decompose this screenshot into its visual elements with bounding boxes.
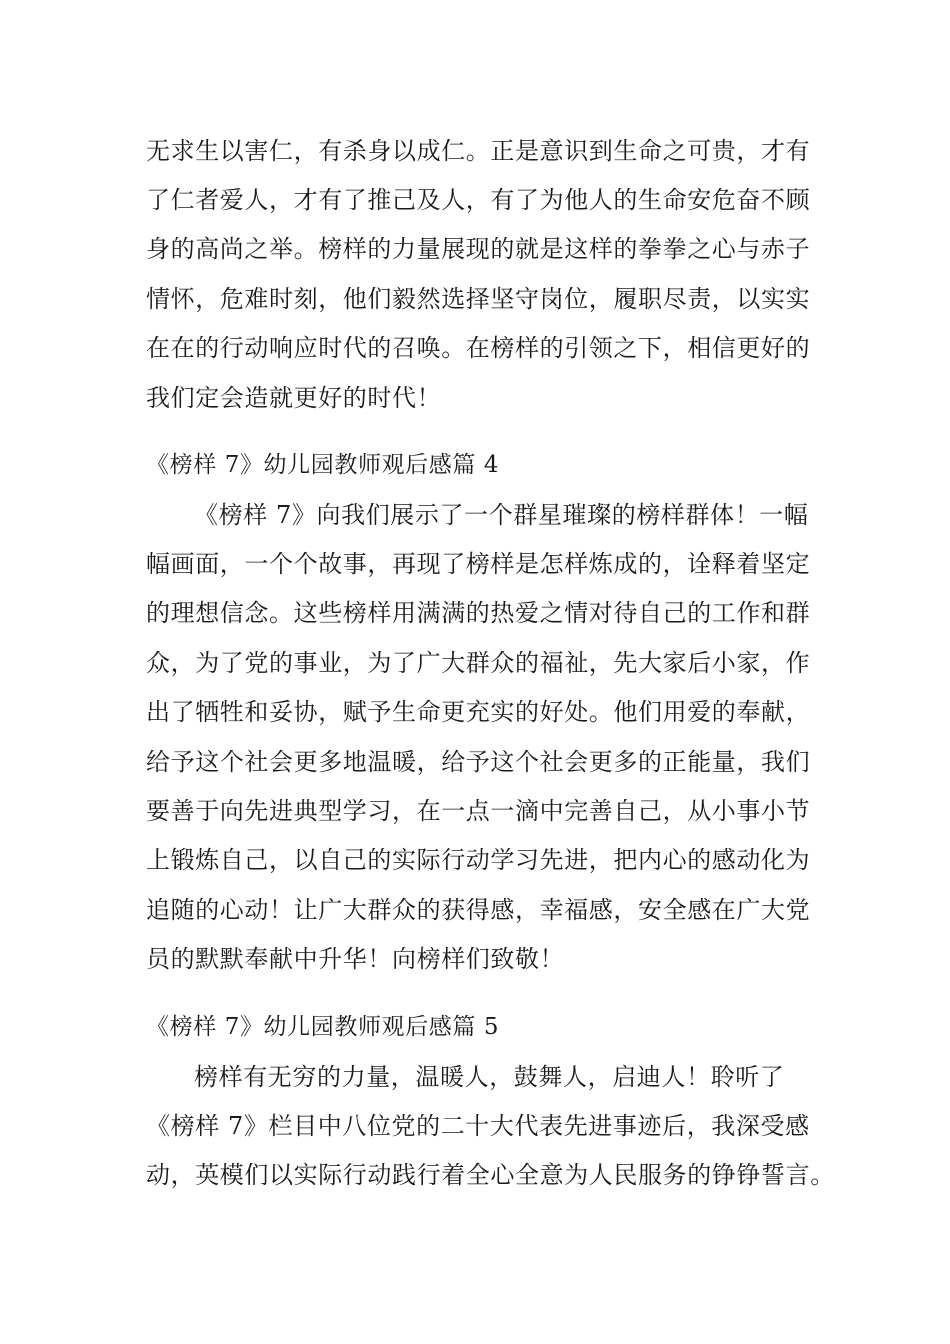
text-line: 给予这个社会更多地温暖，给予这个社会更多的正能量，我们 bbox=[146, 748, 811, 776]
section-heading-5: 《榜样 7》幼儿园教师观后感篇 5 bbox=[146, 1014, 500, 1040]
text-line: 情怀，危难时刻，他们毅然选择坚守岗位，履职尽责，以实实 bbox=[146, 285, 811, 313]
text-line: 榜样有无穷的力量，温暖人，鼓舞人，启迪人！聆听了 bbox=[194, 1063, 785, 1091]
text-line: 要善于向先进典型学习，在一点一滴中完善自己，从小事小节 bbox=[146, 797, 811, 825]
text-line: 《榜样 7》向我们展示了一个群星璀璨的榜样群体！一幅 bbox=[194, 501, 809, 529]
text-line: 员的默默奉献中升华！向榜样们致敬！ bbox=[146, 945, 565, 973]
text-line: 《榜样 7》栏目中八位党的二十大代表先进事迹后，我深受感 bbox=[146, 1112, 810, 1140]
text-line: 追随的心动！让广大群众的获得感，幸福感，安全感在广大党 bbox=[146, 896, 811, 924]
text-line: 无求生以害仁，有杀身以成仁。正是意识到生命之可贵，才有 bbox=[146, 137, 811, 165]
text-line: 上锻炼自己，以自己的实际行动学习先进，把内心的感动化为 bbox=[146, 846, 811, 874]
text-line: 了仁者爱人，才有了推己及人，有了为他人的生命安危奋不顾 bbox=[146, 186, 811, 214]
text-line: 的理想信念。这些榜样用满满的热爱之情对待自己的工作和群 bbox=[146, 599, 811, 627]
text-line: 我们定会造就更好的时代！ bbox=[146, 384, 442, 412]
text-line: 在在的行动响应时代的召唤。在榜样的引领之下，相信更好的 bbox=[146, 334, 811, 362]
text-line: 动，英模们以实际行动践行着全心全意为人民服务的铮铮誓言。 bbox=[146, 1161, 835, 1189]
text-line: 身的高尚之举。榜样的力量展现的就是这样的拳拳之心与赤子 bbox=[146, 235, 811, 263]
section-heading-4: 《榜样 7》幼儿园教师观后感篇 4 bbox=[146, 452, 500, 478]
text-line: 幅画面，一个个故事，再现了榜样是怎样炼成的，诠释着坚定 bbox=[146, 550, 811, 578]
text-line: 出了牺牲和妥协，赋予生命更充实的好处。他们用爱的奉献， bbox=[146, 698, 811, 726]
text-line: 众，为了党的事业，为了广大群众的福祉，先大家后小家，作 bbox=[146, 649, 811, 677]
